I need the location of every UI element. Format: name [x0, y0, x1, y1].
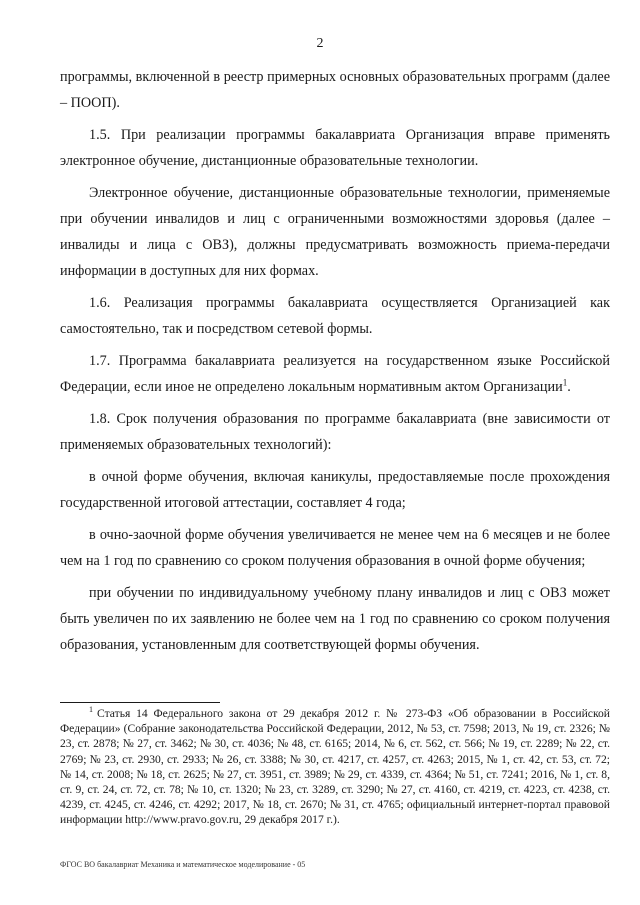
footnote-reference: 1	[562, 377, 568, 388]
paragraph-e-learning: Электронное обучение, дистанционные образовательные технологии, применяемые при обучении инвалидов и лиц с ограниченными возможностями здоровья (далее – инвалиды и лица с ОВЗ), должны предусматривать возможность приема-передачи информации в доступных для них формах.	[60, 185, 610, 279]
page-number: 2	[316, 36, 324, 51]
page-footer: ФГОС ВО бакалавриат Механика и математическое моделирование - 05	[60, 860, 306, 869]
footnote-marker: 1	[89, 705, 93, 715]
paragraph-1-8: 1.8. Срок получения образования по программе бакалавриата (вне зависимости от применяемых образовательных технологий):	[60, 411, 610, 453]
footnote-text: Статья 14 Федерального закона от 29 декабря 2012 г. № 273-ФЗ «Об образовании в Российской Федерации» (Собрание законодательства Российской Федерации, 2012, № 53, ст. 7598; 2013, № 19, ст. 2326; № 23, ст. 2878; № 27, ст. 3462; № 30, ст. 4036; № 48, ст. 6165; 2014, № 6, ст. 562, ст. 566; № 19, ст. 2289; № 22, ст. 2769; № 23, ст. 2930, ст. 2933; № 26, ст. 3388; № 30, ст. 4217, ст. 4257, ст. 4263; 2015, № 1, ст. 42, ст. 53, ст. 72; № 14, ст. 2008; № 18, ст. 2625; № 27, ст. 3951, ст. 3989; № 29, ст. 4339, ст. 4364; № 51, ст. 7241; 2016, № 1, ст. 8, ст. 9, ст. 24, ст. 72, ст. 78; № 10, ст. 1320; № 23, ст. 3289, ст. 3290; № 27, ст. 4160, ст. 4219, ст. 4223, ст. 4238, ст. 4239, ст. 4245, ст. 4246, ст. 4292; 2017, № 18, ст. 2670; № 31, ст. 4765; официальный интернет-портал правовой информации http://www.pravo.gov.ru, 29 декабря 2017 г.).	[60, 707, 610, 827]
paragraph-1-7-end: .	[567, 379, 571, 395]
document-body	[60, 64, 610, 664]
paragraph-1-5: 1.5. При реализации программы бакалавриата Организация вправе применять электронное обучение, дистанционные образовательные технологии.	[60, 127, 610, 169]
paragraph-1-6: 1.6. Реализация программы бакалавриата осуществляется Организацией как самостоятельно, так и посредством сетевой формы.	[60, 295, 610, 337]
footnote	[60, 706, 610, 828]
paragraph-full-time: в очной форме обучения, включая каникулы, предоставляемые после прохождения государственной итоговой аттестации, составляет 4 года;	[60, 469, 610, 511]
footnote-divider	[60, 702, 220, 703]
paragraph-poop: программы, включенной в реестр примерных основных образовательных программ (далее – ПООП).	[60, 69, 610, 111]
paragraph-1-7-text: 1.7. Программа бакалавриата реализуется на государственном языке Российской Федерации, если иное не определено локальным нормативным актом Организации	[60, 353, 610, 395]
paragraph-individual-plan: при обучении по индивидуальному учебному плану инвалидов и лиц с ОВЗ может быть увеличен по их заявлению не более чем на 1 год по сравнению со сроком получения образования, установленным для соответствующей формы обучения.	[60, 585, 610, 653]
paragraph-1-7	[60, 348, 610, 400]
paragraph-part-time: в очно-заочной форме обучения увеличивается не менее чем на 6 месяцев и не более чем на 1 год по сравнению со сроком получения образования в очной форме обучения;	[60, 527, 610, 569]
